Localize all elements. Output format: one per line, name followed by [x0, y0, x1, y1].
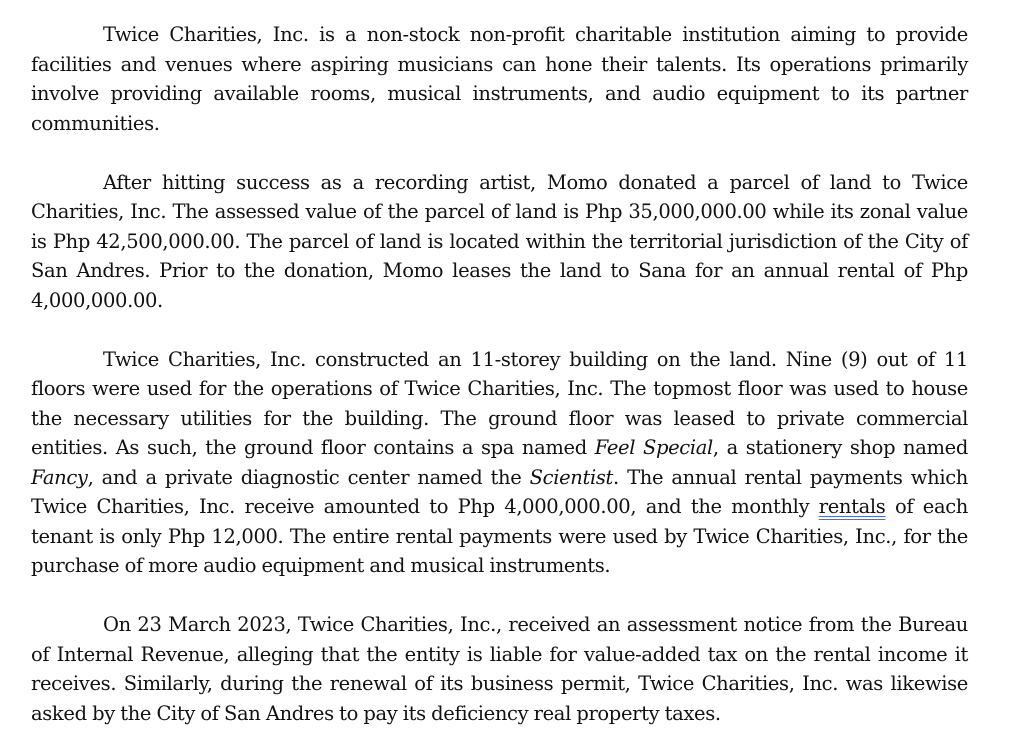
building-text-4: . The annual rental payments which Twice Charities, Inc. receive amounted to Php 4,000,000.00, and the monthly — [31, 465, 968, 518]
paragraph-building — [31, 345, 968, 581]
building-text-1: Twice Charities, Inc. constructed an 11-storey building on the land. Nine (9) out of 11 floors were used for the operations of Twice Charities, Inc. The topmost floor was used to house the necessary utilities for the building. The ground floor was leased to private commercial entities. As such, the ground floor contains a spa named — [31, 347, 968, 459]
paragraph-organization: Twice Charities, Inc. is a non-stock non-profit charitable institution aiming to provide facilities and venues where aspiring musicians can hone their talents. Its operations primarily involve providing available rooms, musical instruments, and audio equipment to its partner communities. — [31, 23, 968, 135]
building-text-2: , a stationery shop named — [712, 436, 969, 459]
building-text-5: of each tenant is only Php 12,000. The entire rental payments were used by Twice Charities, Inc., for the purchase of more audio equipment and musical instruments. — [31, 495, 969, 577]
tenant-spa-name: Feel Special — [594, 436, 713, 459]
tenant-shop-name: Fancy — [31, 465, 88, 489]
paragraph-donation: After hitting success as a recording artist, Momo donated a parcel of land to Twice Charities, Inc. The assessed value of the parcel of land is Php 35,000,000.00 while its zonal value is Php 42,500,000.00. The parcel of land is located within the territorial jurisdiction of the City of San Andres. Prior to the donation, Momo leases the land to Sana for an annual rental of Php 4,000,000.00. — [31, 170, 968, 312]
building-text-3: , and a private diagnostic center named the — [87, 465, 530, 489]
grammar-flagged-word[interactable]: rentals — [818, 495, 886, 518]
paragraph-assessment: On 23 March 2023, Twice Charities, Inc., received an assessment notice from the Bureau of Internal Revenue, alleging that the entity is liable for value-added tax on the rental income it receives. Similarly, during the renewal of its business permit, Twice Charities, Inc. was likewise asked by the City of San Andres to pay its deficiency real property taxes. — [31, 613, 968, 725]
tenant-center-name: Scientist — [529, 465, 614, 489]
